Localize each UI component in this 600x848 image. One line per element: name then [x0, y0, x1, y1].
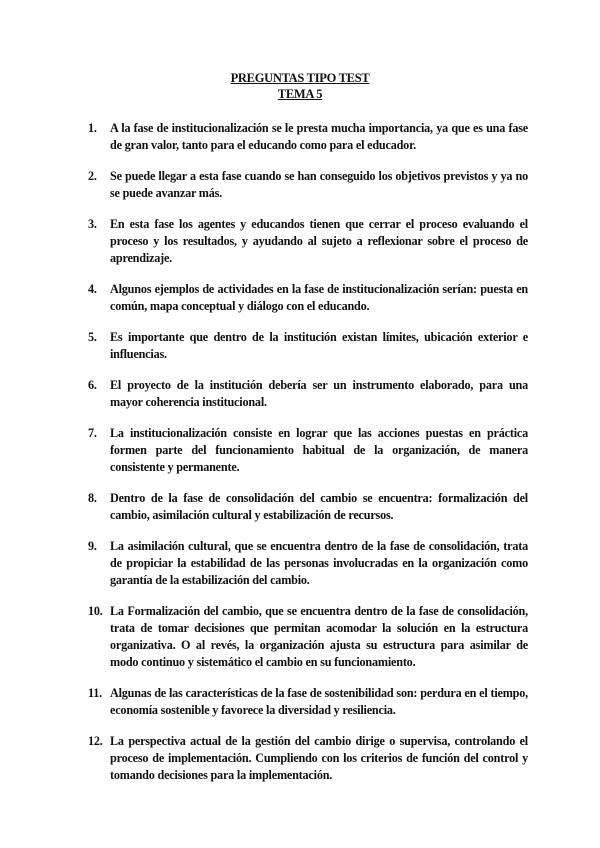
question-number: 9.: [88, 539, 97, 553]
question-text: La asimilación cultural, que se encuentra dentro de la fase de consolidación, trata de propiciar la estabilidad de las personas involucradas en la organización como garantía de la estabilización del cambio.: [110, 539, 528, 587]
question-item-9: [88, 538, 528, 589]
question-text: La perspectiva actual de la gestión del cambio dirige o supervisa, controlando el proceso de implementación. Cumpliendo con los criterios de función del control y tomando decisiones para la implementación.: [110, 734, 528, 782]
question-text: Dentro de la fase de consolidación del cambio se encuentra: formalización del cambio, asimilación cultural y estabilización de recursos.: [110, 491, 528, 522]
question-item-3: [88, 216, 528, 267]
question-number: 1.: [88, 121, 97, 135]
question-text: Algunos ejemplos de actividades en la fase de institucionalización serían: puesta en común, mapa conceptual y diálogo con el educando.: [110, 282, 528, 313]
question-item-12: [88, 733, 528, 784]
question-number: 8.: [88, 491, 97, 505]
document-title: PREGUNTAS TIPO TEST: [230, 71, 370, 85]
question-item-2: [88, 168, 528, 202]
question-number: 3.: [88, 217, 97, 231]
question-number: 2.: [88, 169, 97, 183]
question-text: En esta fase los agentes y educandos tienen que cerrar el proceso evaluando el proceso y los resultados, y ayudando al sujeto a reflexionar sobre el proceso de aprendizaje.: [110, 217, 528, 265]
question-number: 5.: [88, 330, 97, 344]
question-number: 12.: [88, 734, 103, 748]
title-block: [0, 70, 600, 102]
question-text: La institucionalización consiste en lograr que las acciones puestas en práctica formen parte del funcionamiento habitual de la organización, de manera consistente y permanente.: [110, 426, 528, 474]
question-item-8: [88, 490, 528, 524]
question-item-5: [88, 329, 528, 363]
question-number: 10.: [88, 604, 103, 618]
question-item-1: [88, 120, 528, 154]
question-item-11: [88, 685, 528, 719]
question-text: Es importante que dentro de la institución existan límites, ubicación exterior e influencias.: [110, 330, 528, 361]
question-text: El proyecto de la institución debería ser un instrumento elaborado, para una mayor coherencia institucional.: [110, 378, 528, 409]
question-text: Se puede llegar a esta fase cuando se han conseguido los objetivos previstos y ya no se puede avanzar más.: [110, 169, 528, 200]
question-item-4: [88, 281, 528, 315]
question-text: A la fase de institucionalización se le presta mucha importancia, ya que es una fase de gran valor, tanto para el educando como para el educador.: [110, 121, 528, 152]
question-number: 4.: [88, 282, 97, 296]
question-number: 11.: [88, 686, 102, 700]
document-subtitle: TEMA 5: [277, 87, 323, 101]
question-text: Algunas de las características de la fase de sostenibilidad son: perdura en el tiempo, economía sostenible y favorece la diversidad y resiliencia.: [110, 686, 528, 717]
question-number: 7.: [88, 426, 97, 440]
question-item-10: [88, 603, 528, 671]
question-item-6: [88, 377, 528, 411]
question-number: 6.: [88, 378, 97, 392]
question-text: La Formalización del cambio, que se encuentra dentro de la fase de consolidación, trata de tomar decisiones que permitan acomodar la solución en la estructura organizativa. O al revés, la organización ajusta su estructura para asimilar de modo continuo y sistemático el cambio en su funcionamiento.: [110, 604, 528, 669]
question-item-7: [88, 425, 528, 476]
question-list: [88, 120, 528, 798]
